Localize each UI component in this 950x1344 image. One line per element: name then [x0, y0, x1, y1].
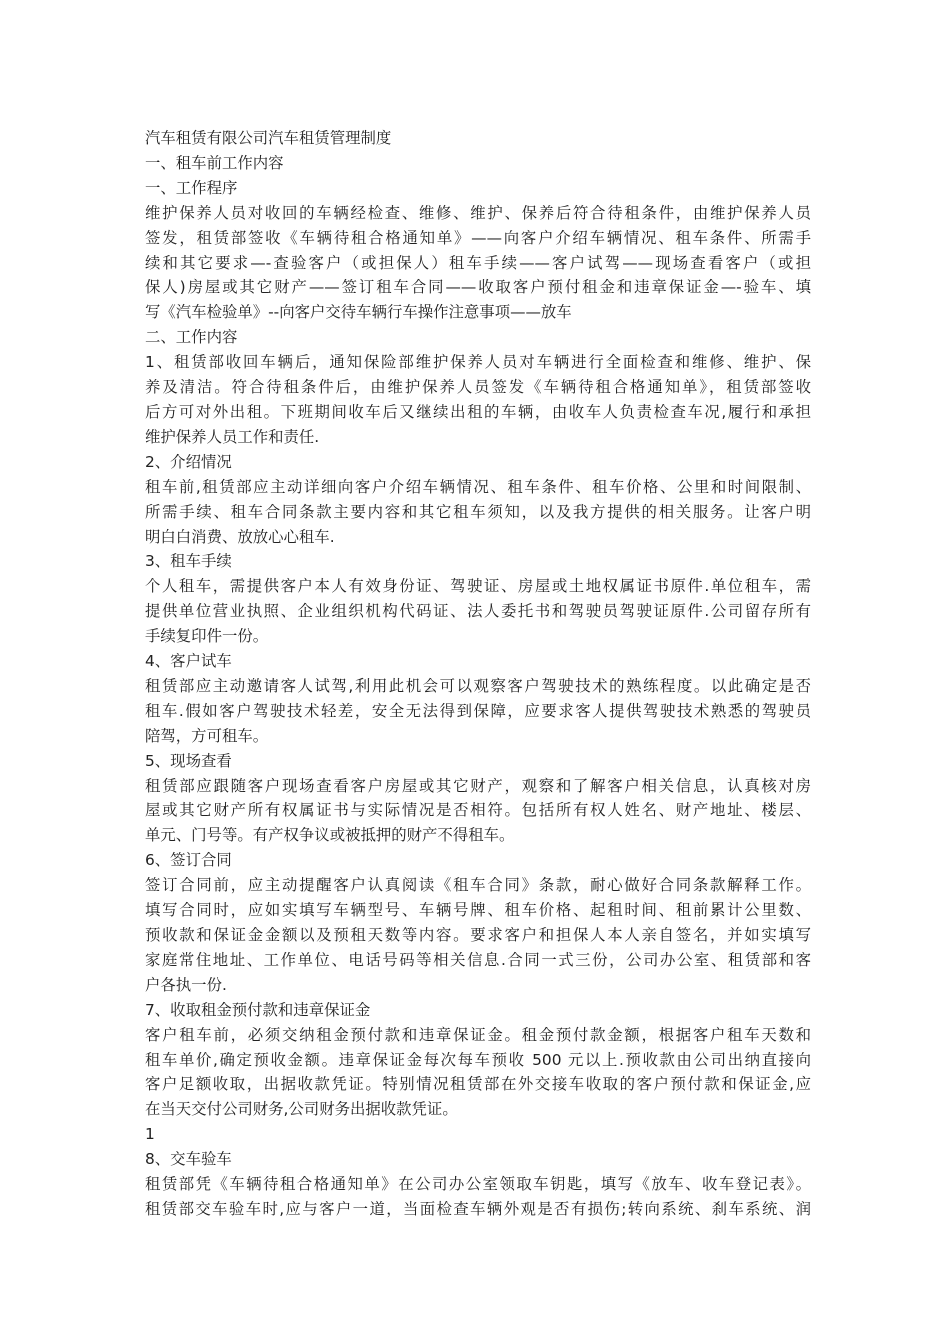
text-line: 预收款和保证金金额以及预租天数等内容。要求客户和担保人本人亲自签名，并如实填写: [145, 926, 811, 944]
text-line: 填写合同时，应如实填写车辆型号、车辆号牌、租车价格、起租时间、租前累计公里数、: [145, 901, 811, 920]
text-line: 租车.假如客户驾驶技术轻差，安全无法得到保障，应要求客人提供驾驶技术熟悉的驾驶员: [145, 701, 811, 720]
text-line: 维护保养人员工作和责任.: [145, 427, 320, 446]
text-line: 一、工作程序: [145, 178, 238, 197]
text-line: 租赁部应主动邀请客人试驾,利用此机会可以观察客户驾驶技术的熟练程度。以此确定是否: [145, 676, 811, 695]
text-line: 6、签订合同: [145, 851, 232, 870]
text-line: 单元、门号等。有产权争议或被抵押的财产不得租车。: [145, 826, 515, 845]
text-line: 提供单位营业执照、企业组织机构代码证、法人委托书和驾驶员驾驶证原件.公司留存所有: [145, 602, 811, 621]
text-line: 签订合同前，应主动提醒客户认真阅读《租车合同》条款，耐心做好合同条款解释工作。: [145, 876, 811, 895]
text-line: 1: [145, 1125, 155, 1144]
text-line: 维护保养人员对收回的车辆经检查、维修、维护、保养后符合待租条件，由维护保养人员: [145, 203, 811, 222]
text-line: 户各执一份.: [145, 975, 227, 994]
text-line: 屋或其它财产所有权属证书与实际情况是否相符。包括所有权人姓名、财产地址、楼层、: [145, 801, 811, 820]
text-line: 1、租赁部收回车辆后，通知保险部维护保养人员对车辆进行全面检查和维修、维护、保: [145, 353, 811, 372]
text-line: 客户租车前，必须交纳租金预付款和违章保证金。租金预付款金额，根据客户租车天数和: [145, 1025, 811, 1044]
text-line: 个人租车，需提供客户本人有效身份证、驾驶证、房屋或土地权属证书原件.单位租车，需: [145, 577, 811, 596]
text-line: 5、现场查看: [145, 751, 232, 770]
text-line: 续和其它要求—-查验客户（或担保人）租车手续——客户试驾——现场查看客户（或担: [145, 253, 811, 272]
text-line: 陪驾，方可租车。: [145, 726, 269, 745]
text-line: 租赁部应跟随客户现场查看客户房屋或其它财产，观察和了解客户相关信息，认真核对房: [145, 776, 811, 795]
text-line: 所需手续、租车合同条款主要内容和其它租车须知，以及我方提供的相关服务。让客户明: [145, 502, 811, 521]
text-line: 手续复印件一份。: [145, 627, 269, 646]
text-line: 养及清洁。符合待租条件后，由维护保养人员签发《车辆待租合格通知单》，租赁部签收: [145, 378, 811, 397]
text-line: 8、交车验车: [145, 1150, 232, 1169]
text-line: 一、租车前工作内容: [145, 153, 284, 172]
text-line: 明白白消费、放放心心租车.: [145, 527, 335, 546]
text-line: 3、租车手续: [145, 552, 232, 571]
text-line: 签发，租赁部签收《车辆待租合格通知单》——向客户介绍车辆情况、租车条件、所需手: [145, 228, 811, 247]
text-line: 客户足额收取，出据收款凭证。特别情况租赁部在外交接车收取的客户预付款和保证金,应: [145, 1075, 811, 1094]
text-line: 后方可对外出租。下班期间收车后又继续出租的车辆，由收车人负责检查车况,履行和承担: [145, 402, 811, 421]
text-line: 租赁部凭《车辆待租合格通知单》在公司办公室领取车钥匙，填写《放车、收车登记表》。: [145, 1175, 811, 1194]
text-line: 7、收取租金预付款和违章保证金: [145, 1000, 371, 1019]
text-line: 在当天交付公司财务,公司财务出据收款凭证。: [145, 1100, 458, 1119]
document-body: [145, 126, 811, 1222]
text-line: 二、工作内容: [145, 328, 238, 347]
text-line: 保人)房屋或其它财产——签订租车合同——收取客户预付租金和违章保证金—-验车、填: [145, 278, 811, 297]
text-line: 4、客户试车: [145, 652, 232, 671]
document-title: 汽车租赁有限公司汽车租赁管理制度: [145, 129, 392, 147]
text-line: 租赁部交车验车时,应与客户一道，当面检查车辆外观是否有损伤;转向系统、刹车系统、润: [145, 1199, 811, 1218]
text-line: 家庭常住地址、工作单位、电话号码等相关信息.合同一式三份，公司办公室、租赁部和客: [145, 950, 811, 969]
text-line: 租车前,租赁部应主动详细向客户介绍车辆情况、租车条件、租车价格、公里和时间限制、: [145, 477, 811, 496]
text-line: 租车单价,确定预收金额。违章保证金每次每车预收 500 元以上.预收款由公司出纳直接向: [145, 1050, 811, 1069]
text-line: 2、介绍情况: [145, 452, 232, 471]
text-line: 写《汽车检验单》--向客户交待车辆行车操作注意事项——放车: [145, 303, 572, 322]
